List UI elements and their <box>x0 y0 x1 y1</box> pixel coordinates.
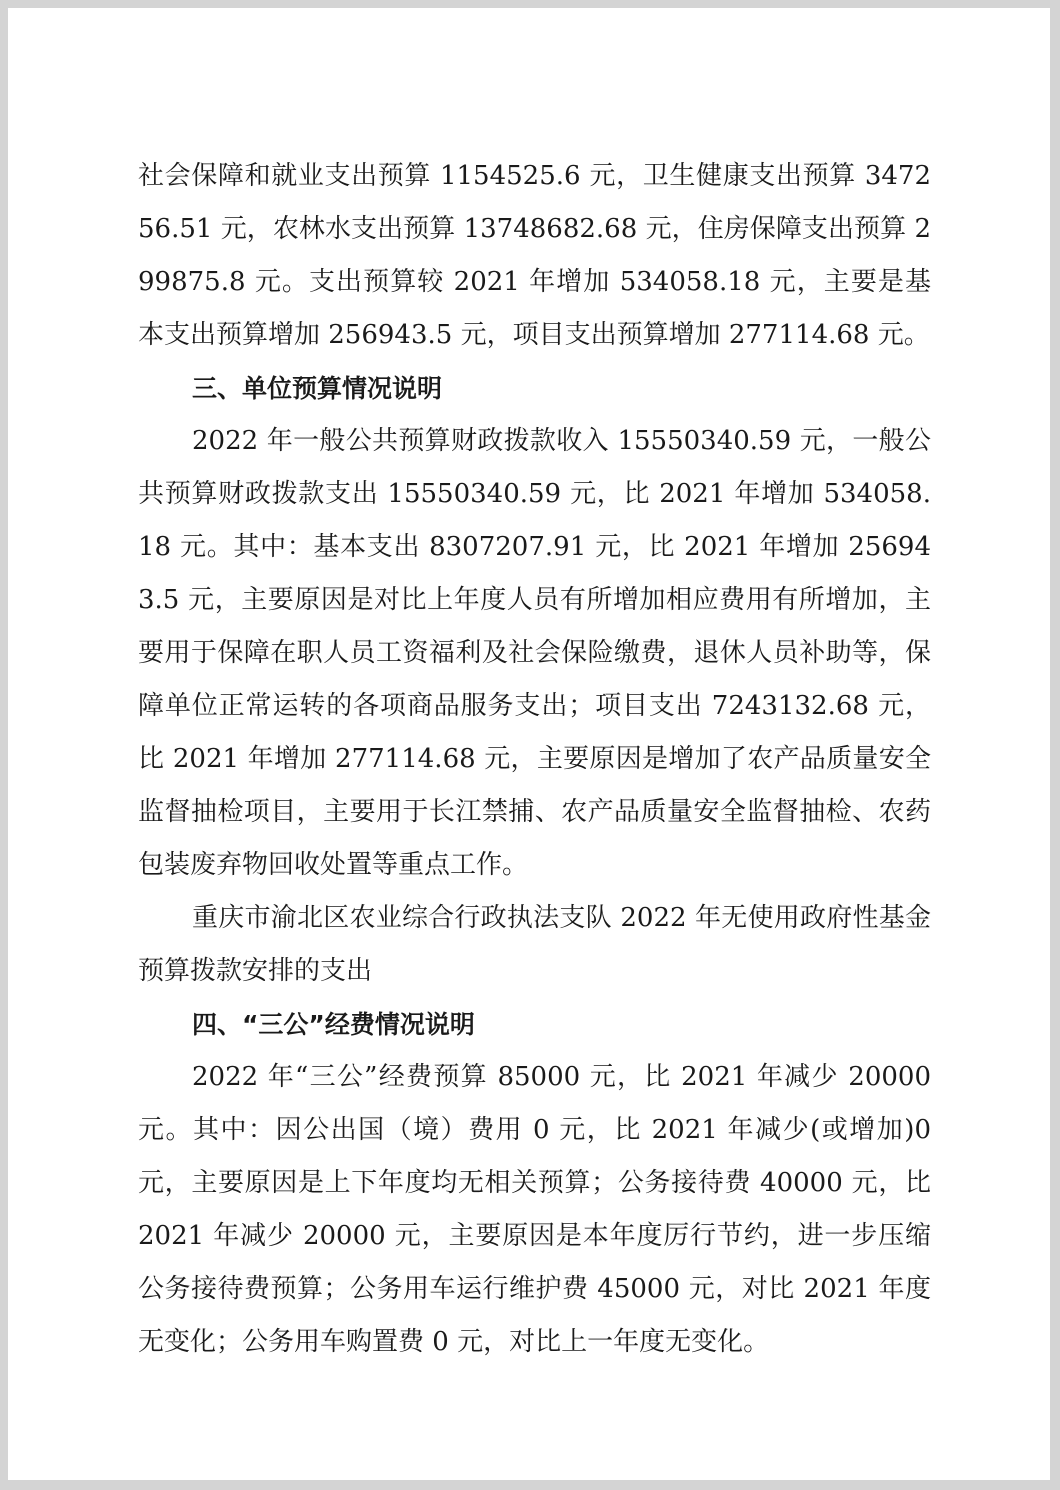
document-page <box>8 8 1050 1480</box>
document-body <box>138 150 931 1369</box>
paragraph-government-fund: 重庆市渝北区农业综合行政执法支队 2022 年无使用政府性基金预算拨款安排的支出 <box>138 903 931 986</box>
section-heading-three-public: 四、“三公”经费情况说明 <box>192 1010 475 1039</box>
section-heading-unit-budget: 三、单位预算情况说明 <box>192 374 443 403</box>
paragraph-three-public: 2022 年“三公”经费预算 85000 元，比 2021 年减少 20000 元。其中：因公出国（境）费用 0 元，比 2021 年减少(或增加)0 元，主要原因是上下年度均无相关预算；公务接待费 40000 元，比 2021 年减少 20000 元，主要原因是本年度厉行节约，进一步压缩公务接待费预算；公务用车运行维护费 45000 元，对比 2021 年度无变化；公务用车购置费 0 元，对比上一年度无变化。 <box>138 1062 931 1357</box>
paragraph-expenditure-budget: 社会保障和就业支出预算 1154525.6 元，卫生健康支出预算 347256.51 元，农林水支出预算 13748682.68 元，住房保障支出预算 299875.8 元。支出预算较 2021 年增加 534058.18 元，主要是基本支出预算增加 256943.5 元，项目支出预算增加 277114.68 元。 <box>138 161 931 350</box>
paragraph-unit-budget: 2022 年一般公共预算财政拨款收入 15550340.59 元，一般公共预算财政拨款支出 15550340.59 元，比 2021 年增加 534058.18 元。其中：基本支出 8307207.91 元，比 2021 年增加 256943.5 元，主要原因是对比上年度人员有所增加相应费用有所增加，主要用于保障在职人员工资福利及社会保险缴费，退休人员补助等，保障单位正常运转的各项商品服务支出；项目支出 7243132.68 元，比 2021 年增加 277114.68 元，主要原因是增加了农产品质量安全监督抽检项目，主要用于长江禁捕、农产品质量安全监督抽检、农药包装废弃物回收处置等重点工作。 <box>138 426 931 880</box>
